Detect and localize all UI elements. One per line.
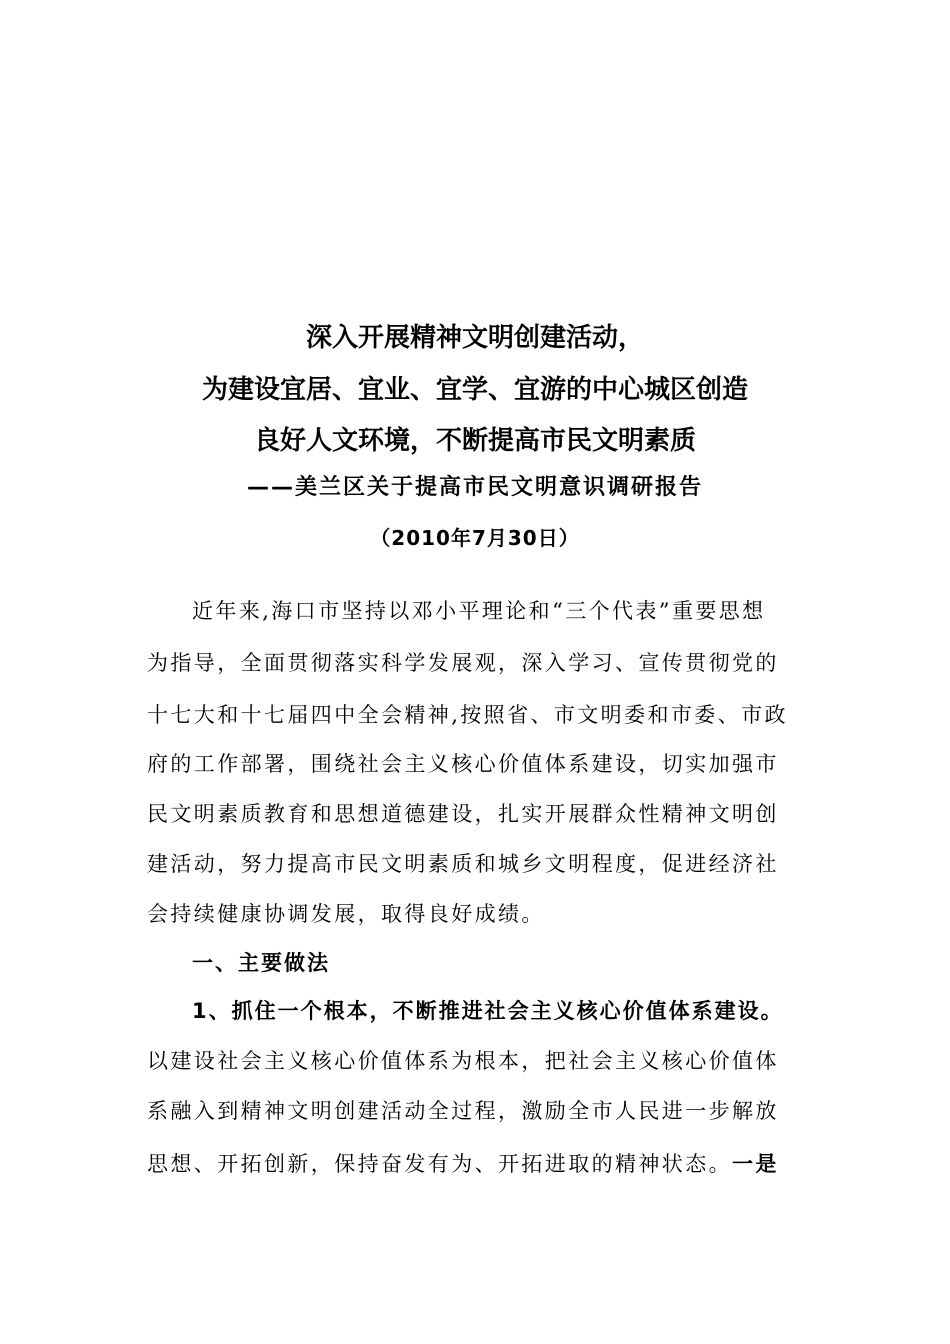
section-line: 以建设社会主义核心价值体系为根本，把社会主义核心价值体 (147, 1049, 779, 1073)
intro-line: 会持续健康协调发展，取得良好成绩。 (147, 902, 545, 926)
report-subtitle: ——美兰区关于提高市民文明意识调研报告 (246, 475, 703, 500)
title-line-2: 为建设宜居、宜业、宜学、宜游的中心城区创造 (201, 375, 748, 405)
section-line-text: 思想、开拓创新，保持奋发有为、开拓进取的精神状态。 (147, 1152, 732, 1176)
section-line: 系融入到精神文明创建活动全过程，激励全市人民进一步解放 (147, 1099, 779, 1123)
intro-line: 民文明素质教育和思想道德建设，扎实开展群众性精神文明创 (147, 802, 779, 826)
section-line (147, 1149, 807, 1179)
intro-line: 十七大和十七届四中全会精神,按照省、市文明委和市委、市政 (147, 703, 788, 727)
intro-line: 为指导，全面贯彻落实科学发展观，深入学习、宣传贯彻党的 (147, 651, 779, 675)
intro-line: 建活动，努力提高市民文明素质和城乡文明程度，促进经济社 (147, 852, 779, 876)
section-heading: 一、主要做法 (192, 951, 330, 975)
title-line-1: 深入开展精神文明创建活动， (305, 323, 644, 353)
intro-line: 近年来,海口市坚持以邓小平理论和“三个代表”重要思想 (192, 599, 766, 623)
intro-line: 府的工作部署，围绕社会主义核心价值体系建设，切实加强市 (147, 752, 779, 776)
section-subheading: 1、抓住一个根本，不断推进社会主义核心价值体系建设。 (192, 999, 784, 1023)
title-line-3: 良好人文环境，不断提高市民文明素质 (253, 426, 696, 456)
report-date: （2010年7月30日） (370, 526, 580, 550)
bold-lead-in: 一是 (732, 1152, 779, 1176)
